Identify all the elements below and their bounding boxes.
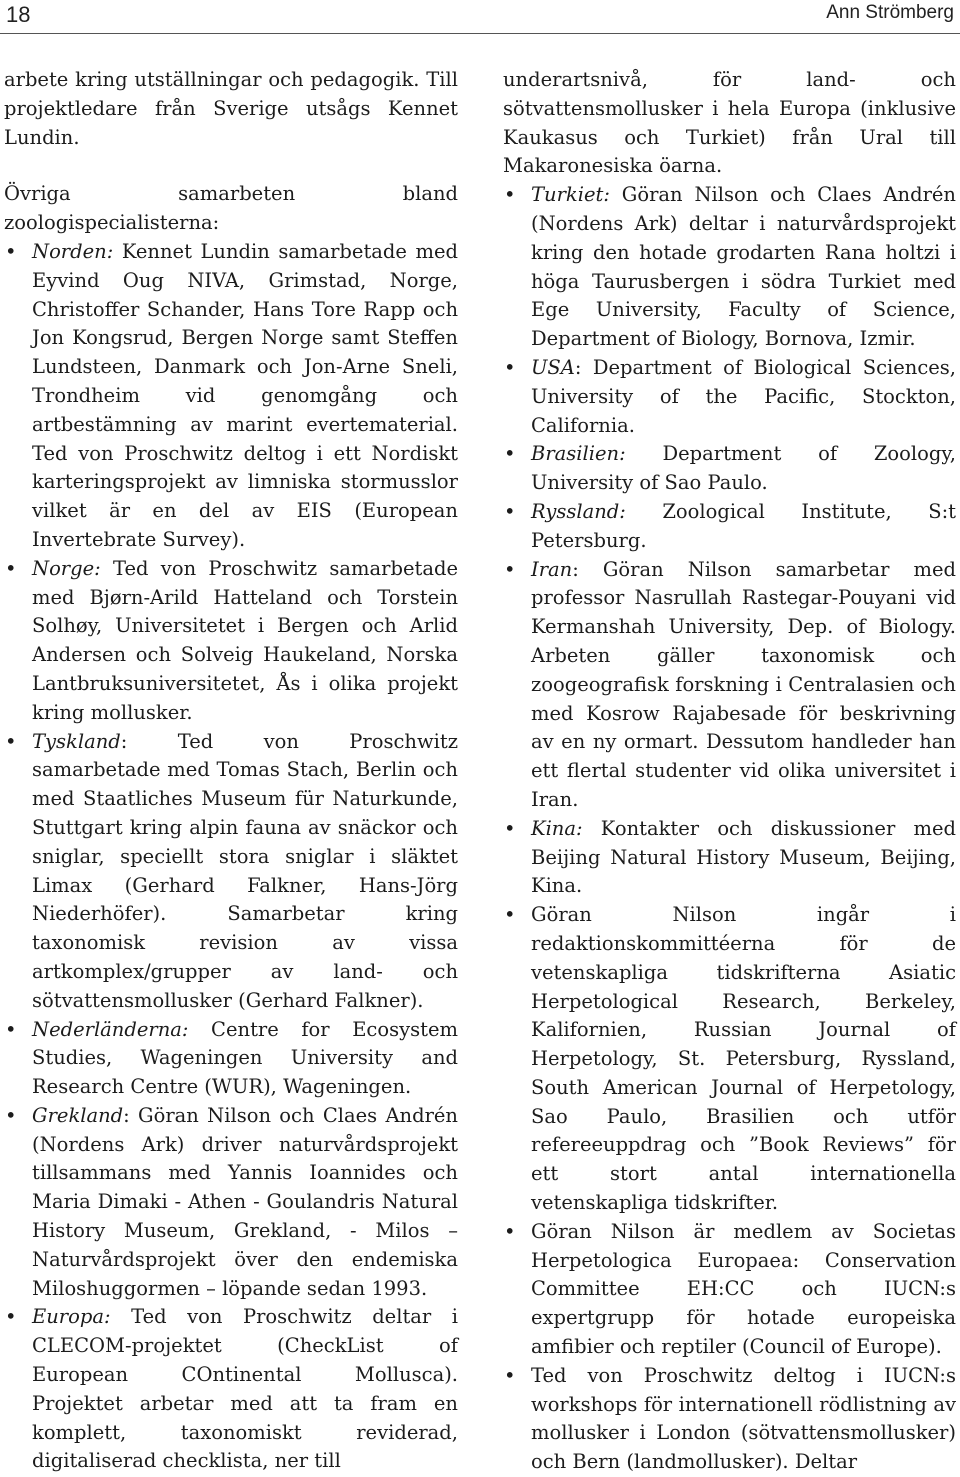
list-item-europa bbox=[4, 1303, 458, 1476]
item-text: : Department of Biological Sciences, University of the Pacific, Stockton, California. bbox=[531, 355, 956, 437]
list-item-nederlanderna bbox=[4, 1016, 458, 1102]
item-text: Kontakter och diskussioner med Beijing Natural History Museum, Beijing, Kina. bbox=[531, 816, 956, 898]
list-item-grekland bbox=[4, 1102, 458, 1304]
list-item-usa bbox=[503, 354, 956, 440]
item-text: Ted von Proschwitz deltar i CLECOM-projektet (CheckList of European COntinental Mollusca). Projektet arbetar med att ta fram en komplett, taxonomiskt reviderad, digitaliserad checklista, ner till bbox=[32, 1305, 458, 1473]
item-text: : Göran Nilson samarbetar med professor Nasrullah Rastegar-Pouyani vid Kermanshah University, Dep. of Biology. Arbeten gäller taxonomisk och zoogeografisk forskning i Centralasien och med Kosrow Rajabesade för beskrivning av en ny ormart. Dessutom handleder han ett flertal studenter vid olika universitet i Iran. bbox=[531, 557, 956, 811]
list-item-kina bbox=[503, 815, 956, 901]
list-item-norden bbox=[4, 238, 458, 555]
item-keyword: Turkiet: bbox=[531, 183, 610, 207]
running-head-author: Ann Strömberg bbox=[826, 2, 954, 23]
list-item-iran bbox=[503, 556, 956, 815]
item-text: Department of Zoology, University of Sao Paulo. bbox=[531, 442, 956, 495]
list-item-tyskland bbox=[4, 728, 458, 1016]
lead-paragraph: Övriga samarbeten bland zoologispecialisterna: bbox=[4, 182, 458, 235]
collaboration-list-left bbox=[4, 238, 458, 1476]
item-text: : Ted von Proschwitz samarbetade med Tomas Stach, Berlin och med Staatliches Museum für Naturkunde, Stuttgart kring alpin fauna av snäckor och sniglar, speciellt stora sniglar i släktet Limax (Gerhard Falkner, Hans-Jörg Niederhöfer). Samarbetar kring taxonomisk revision av vissa artkomplex/grupper av land- och sötvattensmollusker (Gerhard Falkner). bbox=[32, 729, 458, 1012]
item-keyword: Kina: bbox=[531, 816, 583, 840]
item-keyword: Europa: bbox=[32, 1305, 111, 1329]
item-keyword: Iran bbox=[531, 557, 573, 581]
item-text: Göran Nilson och Claes Andrén (Nordens Ark) deltar i naturvårdsprojekt kring den hotade grodarten Rana holtzi i höga Taurusbergen i södra Turkiet med Ege University, Faculty of Science, Department of Biology, Bornova, Izmir. bbox=[531, 183, 956, 351]
item-text: Kennet Lundin samarbetade med Eyvind Oug NIVA, Grimstad, Norge, Christoffer Schander, Hans Tore Rapp och Jon Kongsrud, Bergen Norge samt Steffen Lundsteen, Danmark och Jon-Arne Sneli, Trondheim vid genomgång och artbestämning av marint evertematerial. Ted von Proschwitz deltog i ett Nordiskt karteringsprojekt av limniska stormusslor vilket är en del av EIS (European Invertebrate Survey). bbox=[32, 239, 458, 551]
item-text: Göran Nilson ingår i redaktionskommittéerna för de vetenskapliga tidskrifterna Asiatic Herpetological Research, Berkeley, Kalifornien, Russian Journal of Herpetology, St. Petersburg, Ryssland, South American Journal of Herpetology, Sao Paulo, Brasilien och utför refereeuppdrag och ”Book Reviews” för ett stort antal internationella vetenskapliga tidskrifter. bbox=[531, 903, 956, 1215]
item-text: Ted von Proschwitz deltog i IUCN:s workshops för internationell rödlistning av mollusker i London (sötvattensmollusker) och Bern (landmollusker). Deltar bbox=[531, 1363, 956, 1474]
item-keyword: USA bbox=[531, 355, 575, 379]
item-keyword: Tyskland bbox=[32, 729, 121, 753]
right-column bbox=[503, 66, 956, 1477]
left-column bbox=[4, 66, 458, 1476]
list-item-norge bbox=[4, 555, 458, 728]
item-text: : Göran Nilson och Claes Andrén (Nordens Ark) driver naturvårdsprojekt tillsammans med Yannis Ioannides och Maria Dimaki - Athen - Goulandris Natural History Museum, Grekland, - Milos – Naturvårdsprojekt över den endemiska Miloshuggormen – löpande sedan 1993. bbox=[32, 1103, 458, 1300]
continuation-paragraph: underartsnivå, för land- och sötvattensmollusker i hela Europa (inklusive Kaukasus och Turkiet) från Ural till Makaronesiska öarna. bbox=[503, 68, 956, 178]
intro-paragraph: arbete kring utställningar och pedagogik. Till projektledare från Sverige utsågs Kennet Lundin. bbox=[4, 68, 458, 149]
list-item-iucn-workshops bbox=[503, 1362, 956, 1477]
item-keyword: Grekland bbox=[32, 1103, 124, 1127]
item-keyword: Norden: bbox=[32, 239, 114, 263]
page-number: 18 bbox=[6, 2, 31, 27]
list-item-brasilien bbox=[503, 440, 956, 498]
item-keyword: Ryssland: bbox=[531, 499, 626, 523]
collaboration-list-right bbox=[503, 181, 956, 1477]
list-item-societas-herpetologica bbox=[503, 1218, 956, 1362]
item-keyword: Nederländerna: bbox=[32, 1017, 189, 1041]
list-item-turkiet bbox=[503, 181, 956, 354]
item-text: Ted von Proschwitz samarbetade med Bjørn-Arild Hatteland och Torstein Solhøy, Universitetet i Bergen och Arlid Andersen och Solveig Haukeland, Norska Lantbruksuniversitetet, Ås i olika projekt kring mollusker. bbox=[32, 556, 458, 724]
item-text: Centre for Ecosystem Studies, Wageningen University and Research Centre (WUR), Wageningen. bbox=[32, 1017, 458, 1099]
item-keyword: Brasilien: bbox=[531, 442, 626, 466]
item-keyword: Norge: bbox=[32, 556, 101, 580]
item-text: Zoological Institute, S:t Petersburg. bbox=[531, 499, 956, 552]
list-item-redaktionskommitteer bbox=[503, 901, 956, 1218]
list-item-ryssland bbox=[503, 498, 956, 556]
item-text: Göran Nilson är medlem av Societas Herpetologica Europaea: Conservation Committee EH:CC och IUCN:s expertgrupp för hotade europeiska amfibier och reptiler (Council of Europe). bbox=[531, 1219, 956, 1359]
page-header bbox=[0, 0, 960, 36]
header-rule bbox=[0, 33, 960, 34]
